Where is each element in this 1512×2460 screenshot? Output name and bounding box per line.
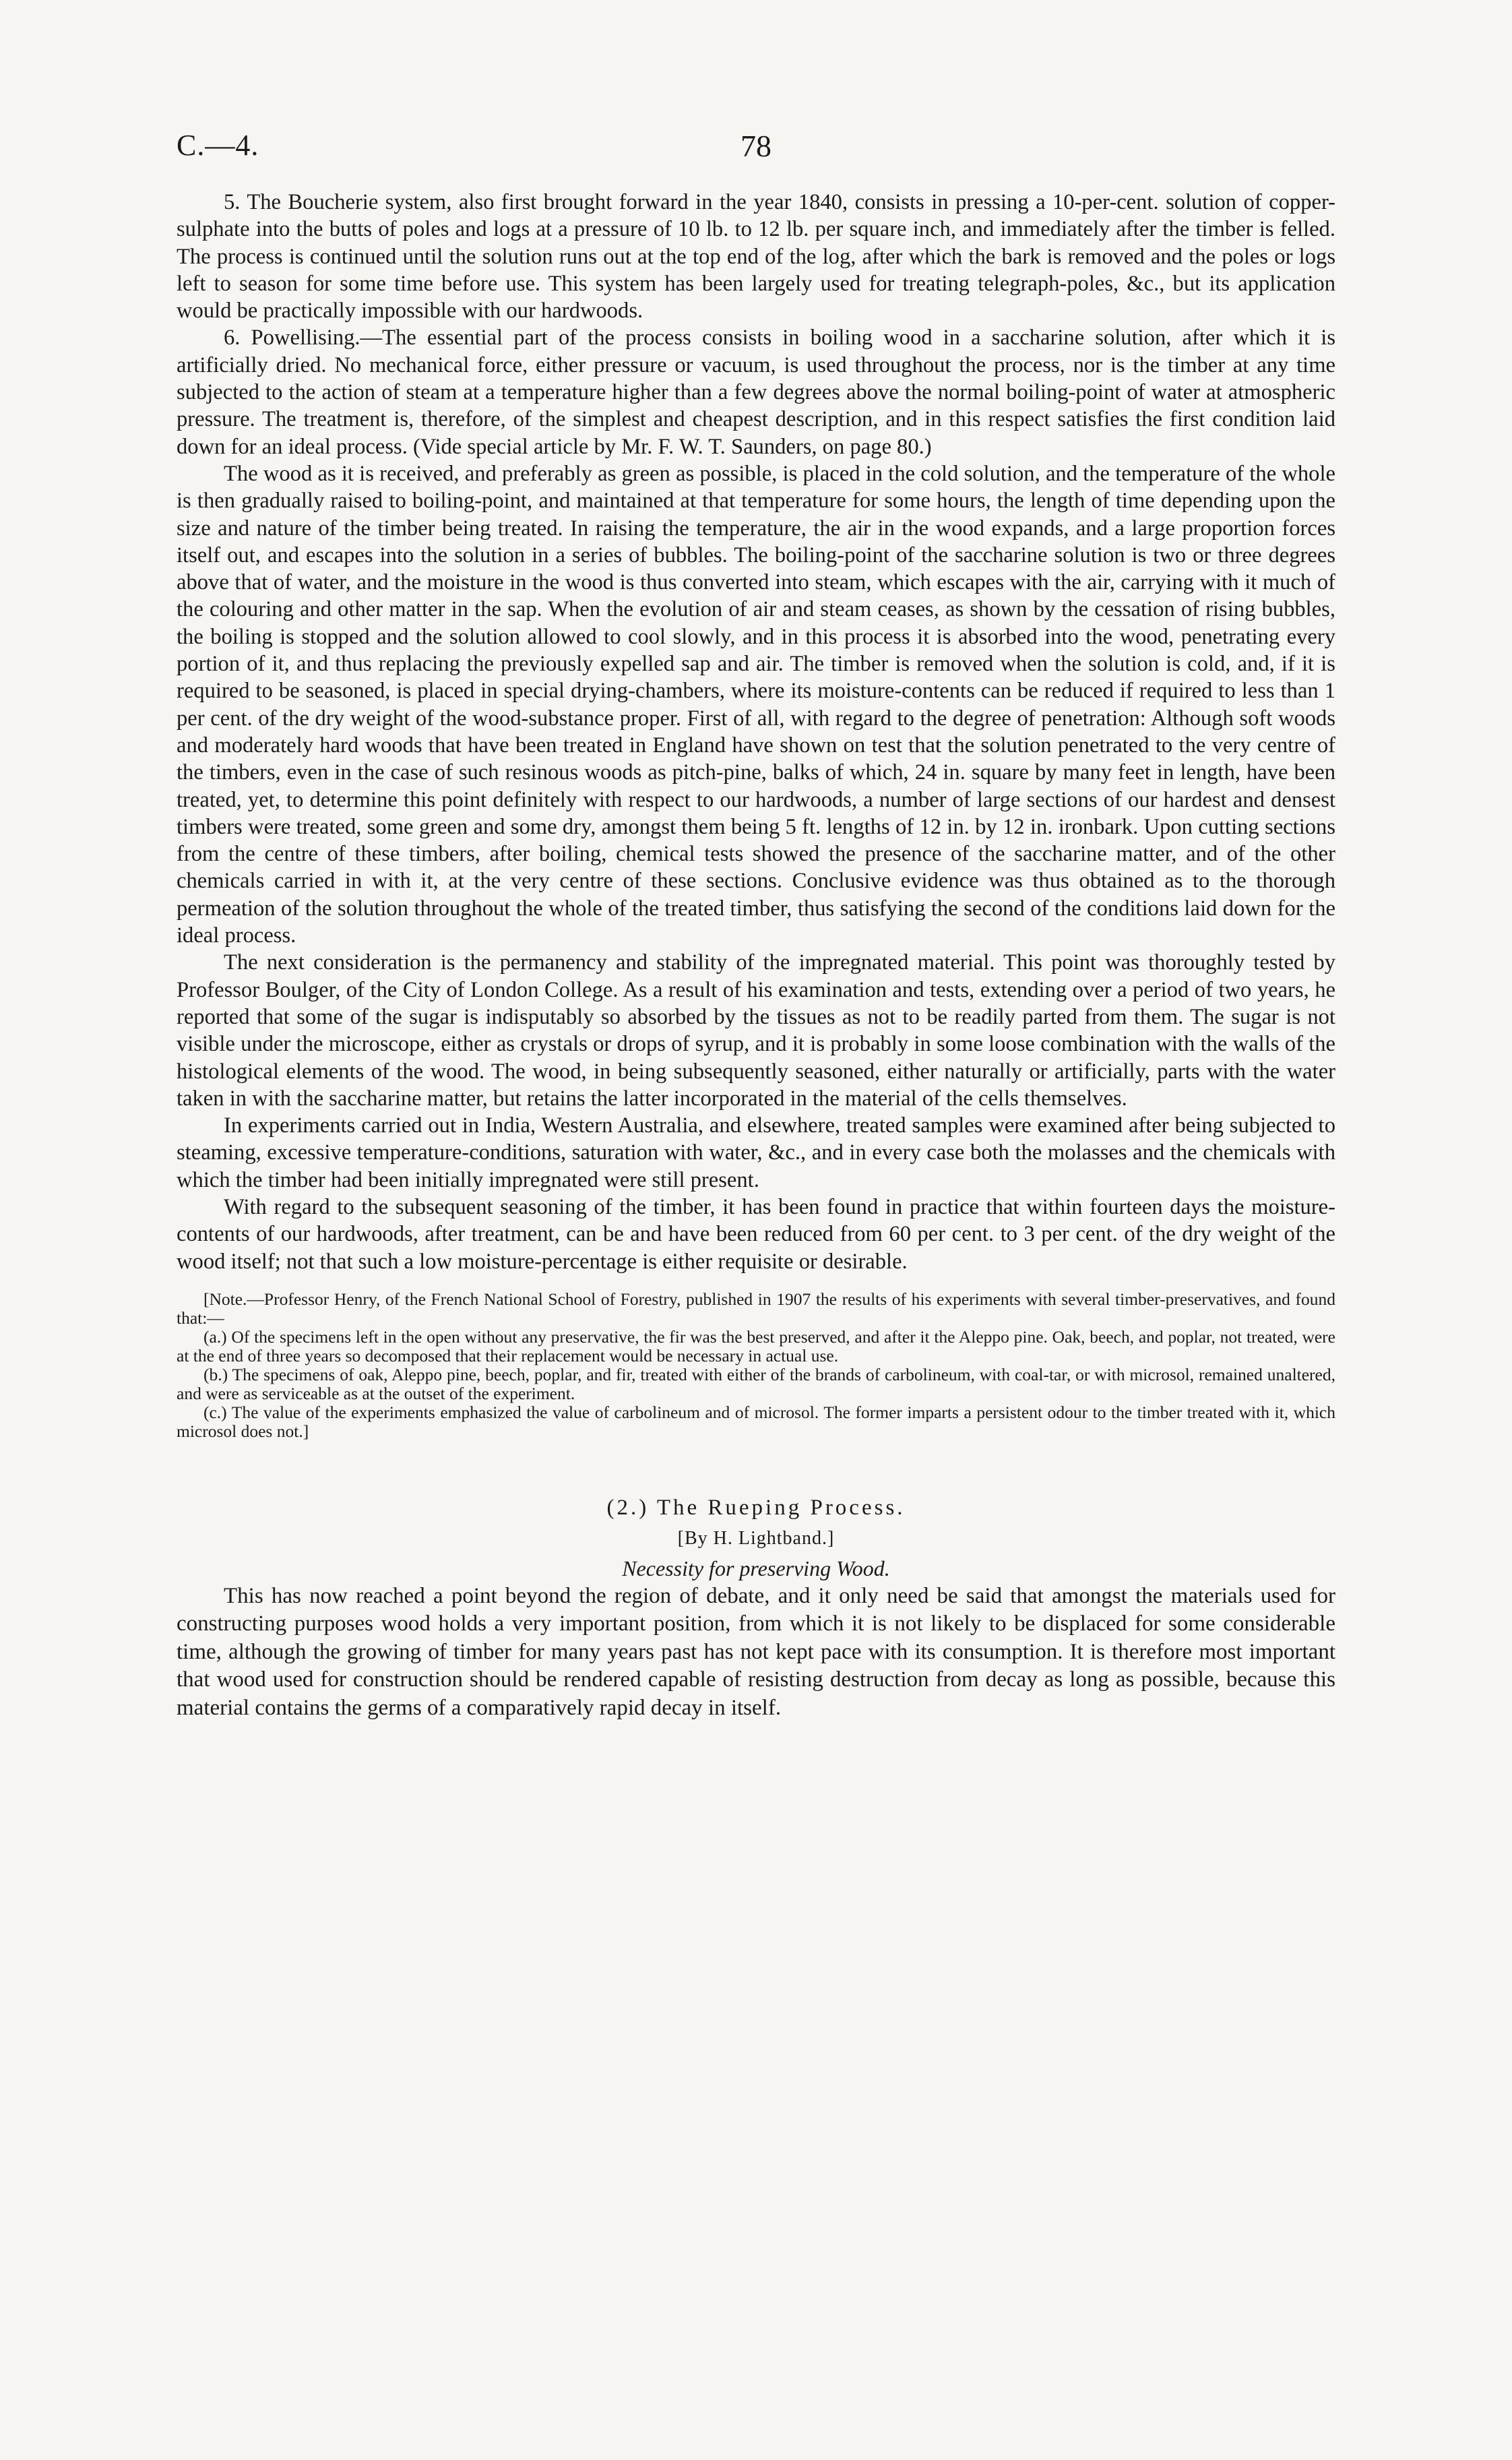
paragraph-experiments: In experiments carried out in India, Western Australia, and elsewhere, treated samples were examined after being subjected to steaming, excessive temperature-conditions, saturation with water, &c., and in every case both the molasses and the chemicals with which the timber had been initially impregnated were still present. bbox=[177, 1113, 1335, 1192]
page-number: 78 bbox=[741, 129, 771, 163]
note-intro: [Note.—Professor Henry, of the French National School of Forestry, published in 1907 the results of his experiments with several timber-preservatives, and found that:— bbox=[177, 1289, 1335, 1328]
note-item-a: (a.) Of the specimens left in the open without any preservative, the fir was the best preserved, and after it the Aleppo pine. Oak, beech, and poplar, not treated, were at the end of three years so decomposed that their replacement would be necessary in actual use. bbox=[177, 1326, 1335, 1365]
note-item-b: (b.) The specimens of oak, Aleppo pine, beech, poplar, and fir, treated with either of the brands of carbolineum, with coal-tar, or with microsol, remained unaltered, and were as serviceable as at the outset of the experiment. bbox=[177, 1364, 1335, 1403]
paragraph-seasoning: With regard to the subsequent seasoning of the timber, it has been found in practice that within fourteen days the moisture-contents of our hardwoods, after treatment, can be and have been reduced from 60 per cent. to 3 per cent. of the dry weight of the wood itself; not that such a low moisture-percentage is either requisite or desirable. bbox=[177, 1194, 1335, 1274]
paragraph-wood-treatment: The wood as it is received, and preferably as green as possible, is placed in the cold solution, and the temperature of the whole is then gradually raised to boiling-point, and maintained at that temperature for some hours, the length of time depending upon the size and nature of the timber being treated. In raising the temperature, the air in the wood expands, and a large proportion forces itself out, and escapes into the solution in a series of bubbles. The boiling-point of the saccharine solution is two or three degrees above that of water, and the moisture in the wood is thus converted into steam, which escapes with the air, carrying with it much of the colouring and other matter in the sap. When the evolution of air and steam ceases, as shown by the cessation of rising bubbles, the boiling is stopped and the solution allowed to cool slowly, and in this process it is absorbed into the wood, penetrating every portion of it, and thus replacing the previously expelled sap and air. The timber is removed when the solution is cold, and, if it is required to be seasoned, is placed in special drying-chambers, where its moisture-contents can be reduced if required to less than 1 per cent. of the dry weight of the wood-substance proper. First of all, with regard to the degree of penetration: Although soft woods and moderately hard woods that have been treated in England have shown on test that the solution penetrated to the very centre of the timbers, even in the case of such resinous woods as pitch-pine, balks of which, 24 in. square by many feet in length, have been treated, yet, to determine this point definitely with respect to our hardwoods, a number of large sections of our hardest and densest timbers were treated, some green and some dry, amongst them being 5 ft. lengths of 12 in. by 12 in. ironbark. Upon cutting sections from the centre of these timbers, after boiling, chemical tests showed the presence of the saccharine matter, and of the other chemicals carried in with it, at the very centre of these sections. Conclusive evidence was thus obtained as to the thorough permeation of the solution throughout the whole of the treated timber, thus satisfying the second of the conditions laid down for the ideal process. bbox=[177, 461, 1335, 948]
page-body bbox=[177, 189, 1335, 1722]
paragraph-boucherie-system: 5. The Boucherie system, also first brought forward in the year 1840, consists in pressing a 10-per-cent. solution of copper-sulphate into the butts of poles and logs at a pressure of 10 lb. to 12 lb. per square inch, and immediately after the timber is felled. The process is continued until the solution runs out at the top end of the log, after which the bark is removed and the poles or logs left to season for some time before use. This system has been largely used for treating telegraph-poles, &c., but its application would be practically impossible with our hardwoods. bbox=[177, 190, 1335, 324]
section-subheading: Necessity for preserving Wood. bbox=[622, 1556, 890, 1580]
section-title: (2.) The Rueping Process. bbox=[606, 1495, 906, 1520]
paragraph-rueping-intro: This has now reached a point beyond the region of debate, and it only need be said that amongst the materials used for constructing purposes wood holds a very important position, from which it is not likely to be displaced for some considerable time, although the growing of timber for many years past has not kept pace with its consumption. It is therefore most important that wood used for construction should be rendered capable of resisting destruction from decay as long as possible, because this material contains the germs of a comparatively rapid decay in itself. bbox=[177, 1583, 1335, 1720]
page-header bbox=[177, 128, 1335, 175]
paragraph-permanency: The next consideration is the permanency and stability of the impregnated material. This point was thoroughly tested by Professor Boulger, of the City of London College. As a result of his examination and tests, extending over a period of two years, he reported that some of the sugar is indisputably so absorbed by the tissues as not to be readily parted from them. The sugar is not visible under the microscope, either as crystals or drops of syrup, and it is probably in some loose combination with the walls of the histological elements of the wood. The wood, in being subsequently seasoned, either naturally or artificially, parts with the water taken in with the saccharine matter, but retains the latter incorporated in the material of the cells themselves. bbox=[177, 950, 1335, 1111]
section-byline: [By H. Lightband.] bbox=[677, 1527, 835, 1549]
note-block bbox=[177, 1290, 1335, 1441]
paragraph-powellising: 6. Powellising.—The essential part of the process consists in boiling wood in a saccharine solution, after which it is artificially dried. No mechanical force, either pressure or vacuum, is used throughout the process, nor is the timber at any time subjected to the action of steam at a temperature higher than a few degrees above the normal boiling-point of water at atmospheric pressure. The treatment is, therefore, of the simplest and cheapest description, and in this respect satisfies the first condition laid down for an ideal process. (Vide special article by Mr. F. W. T. Saunders, on page 80.) bbox=[177, 326, 1335, 459]
note-item-c: (c.) The value of the experiments emphasized the value of carbolineum and of microsol. The former imparts a persistent odour to the timber treated with it, which microsol does not.] bbox=[177, 1402, 1335, 1441]
document-reference: C.—4. bbox=[177, 129, 259, 162]
